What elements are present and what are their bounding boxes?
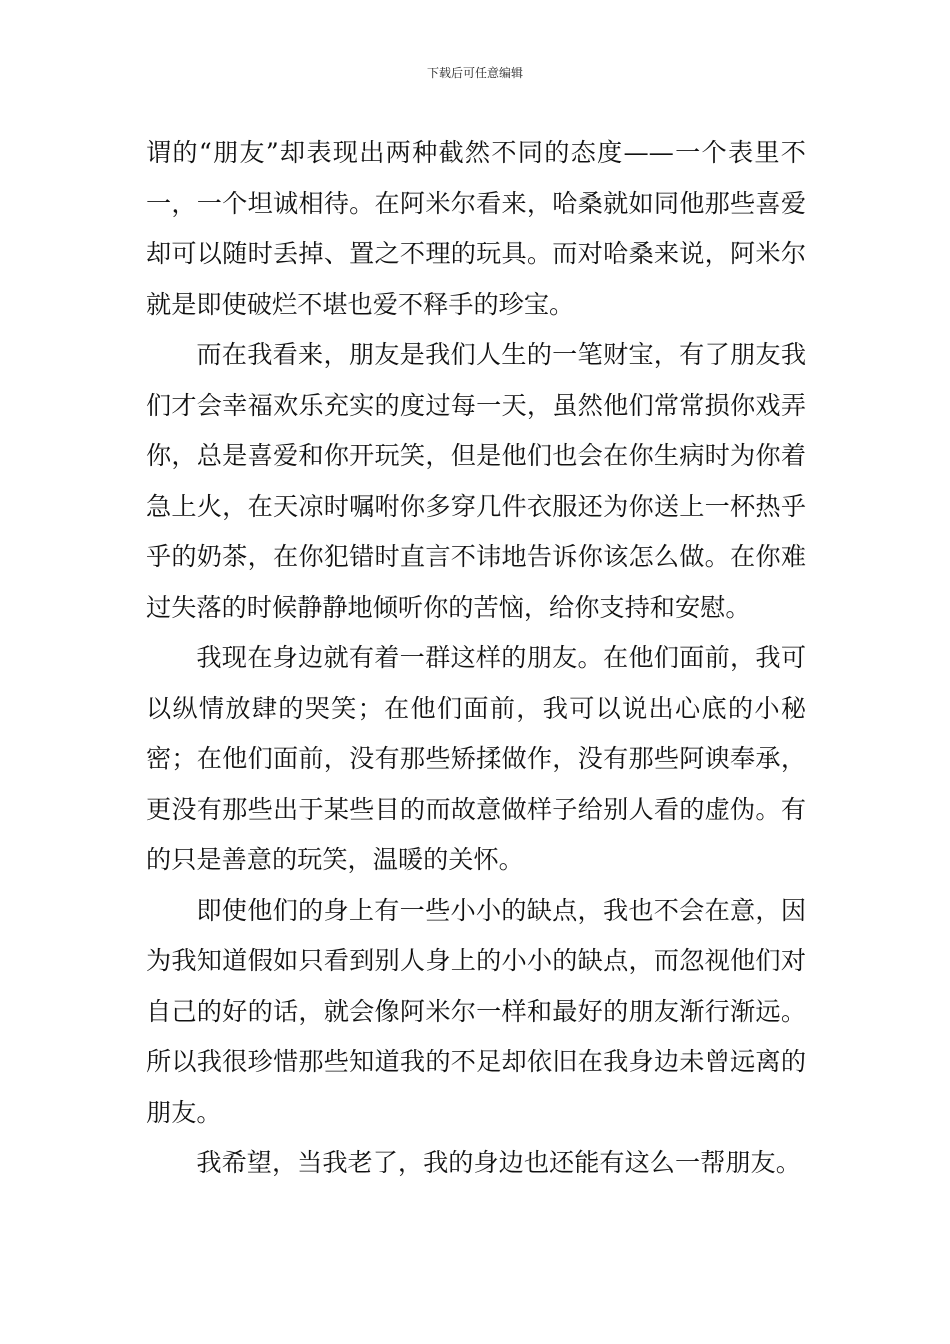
paragraph-4: 即使他们的身上有一些小小的缺点，我也不会在意，因为我知道假如只看到别人身上的小小的缺点，而忽视他们对自己的好的话，就会像阿米尔一样和最好的朋友渐行渐远。所以我很珍惜那些知道我的不足却依旧在我身边未曾远离的朋友。 xyxy=(146,895,806,1127)
page-header: 下载后可任意编辑 xyxy=(426,66,523,80)
document-body xyxy=(146,128,806,1189)
paragraph-1: 谓的“朋友”却表现出两种截然不同的态度——一个表里不一，一个坦诚相待。在阿米尔看来，哈桑就如同他那些喜爱却可以随时丢掉、置之不理的玩具。而对哈桑来说，阿米尔就是即使破烂不堪也爱不释手的珍宝。 xyxy=(146,138,806,319)
paragraph-2: 而在我看来，朋友是我们人生的一笔财宝，有了朋友我们才会幸福欢乐充实的度过每一天，虽然他们常常损你戏弄你，总是喜爱和你开玩笑，但是他们也会在你生病时为你着急上火，在天凉时嘱咐你多穿几件衣服还为你送上一杯热乎乎的奶茶，在你犯错时直言不讳地告诉你该怎么做。在你难过失落的时候静静地倾听你的苦恼，给你支持和安慰。 xyxy=(146,340,806,622)
paragraph-3: 我现在身边就有着一群这样的朋友。在他们面前，我可以纵情放肆的哭笑；在他们面前，我可以说出心底的小秘密；在他们面前，没有那些矫揉做作，没有那些阿谀奉承，更没有那些出于某些目的而故意做样子给别人看的虚伪。有的只是善意的玩笑，温暖的关怀。 xyxy=(146,643,806,874)
paragraph-5: 我希望，当我老了，我的身边也还能有这么一帮朋友。 xyxy=(196,1148,801,1177)
